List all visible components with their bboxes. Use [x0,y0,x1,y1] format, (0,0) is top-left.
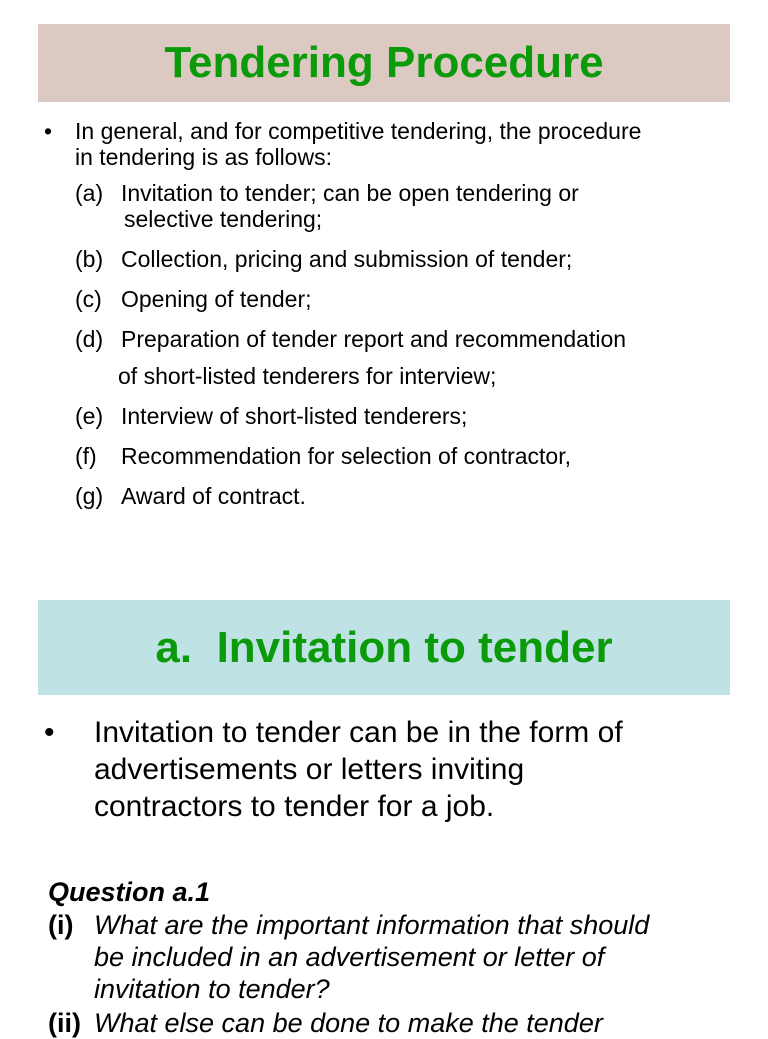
list-item-text: Opening of tender; [121,286,312,312]
list-item-text: Collection, pricing and submission of tender; [121,246,573,272]
list-item-label: (f) [75,443,97,469]
list-item [75,286,735,312]
list-item-text: Recommendation for selection of contractor, [121,443,572,469]
list-item-label: (b) [75,246,104,272]
list-item-label: (g) [75,483,104,509]
bullet-icon: • [44,118,53,144]
list-item [75,403,735,429]
list-item-text-cont: selective tendering; [124,206,323,232]
list-item [75,483,735,509]
bullet-text-line: advertisements or letters inviting [94,753,525,786]
bullet-icon: • [44,716,55,749]
slide-title-bar [38,600,730,695]
procedure-list [75,180,735,523]
list-item-text-cont: of short-listed tenderers for interview; [118,363,497,389]
list-item-text: Invitation to tender; can be open tendering or [121,180,579,206]
question-item [48,909,738,1005]
list-item-label: (a) [75,180,104,206]
list-item [75,180,735,232]
question-heading: Question a.1 [48,877,211,907]
intro-text-line: In general, and for competitive tendering, the procedure [75,118,642,144]
bullet-text-line: Invitation to tender can be in the form of [94,716,623,749]
question-block [48,875,738,1039]
slide-title: Tendering Procedure [164,38,604,87]
question-label: (ii) [48,1008,81,1038]
question-item [48,1007,738,1039]
intro-bullet [44,118,734,170]
slide-title: a. Invitation to tender [155,622,613,672]
question-text-line: What else can be done to make the tender [94,1008,603,1038]
slide-title-bar [38,24,730,102]
list-item [75,443,735,469]
list-item-text: Interview of short-listed tenderers; [121,403,468,429]
bullet-text-line: contractors to tender for a job. [94,790,495,823]
question-text-line: be included in an advertisement or letter of [94,942,605,972]
intro-text-line: in tendering is as follows: [75,144,332,170]
list-item-label: (e) [75,403,104,429]
list-item-label: (c) [75,286,102,312]
list-item [75,246,735,272]
question-label: (i) [48,910,74,940]
list-item-label: (d) [75,326,104,352]
list-item-text: Preparation of tender report and recommendation [121,326,627,352]
question-text-line: What are the important information that should [94,910,650,940]
invitation-bullet [44,714,734,825]
list-item [75,326,735,352]
question-text-line: invitation to tender? [94,974,330,1004]
list-item-text: Award of contract. [121,483,306,509]
